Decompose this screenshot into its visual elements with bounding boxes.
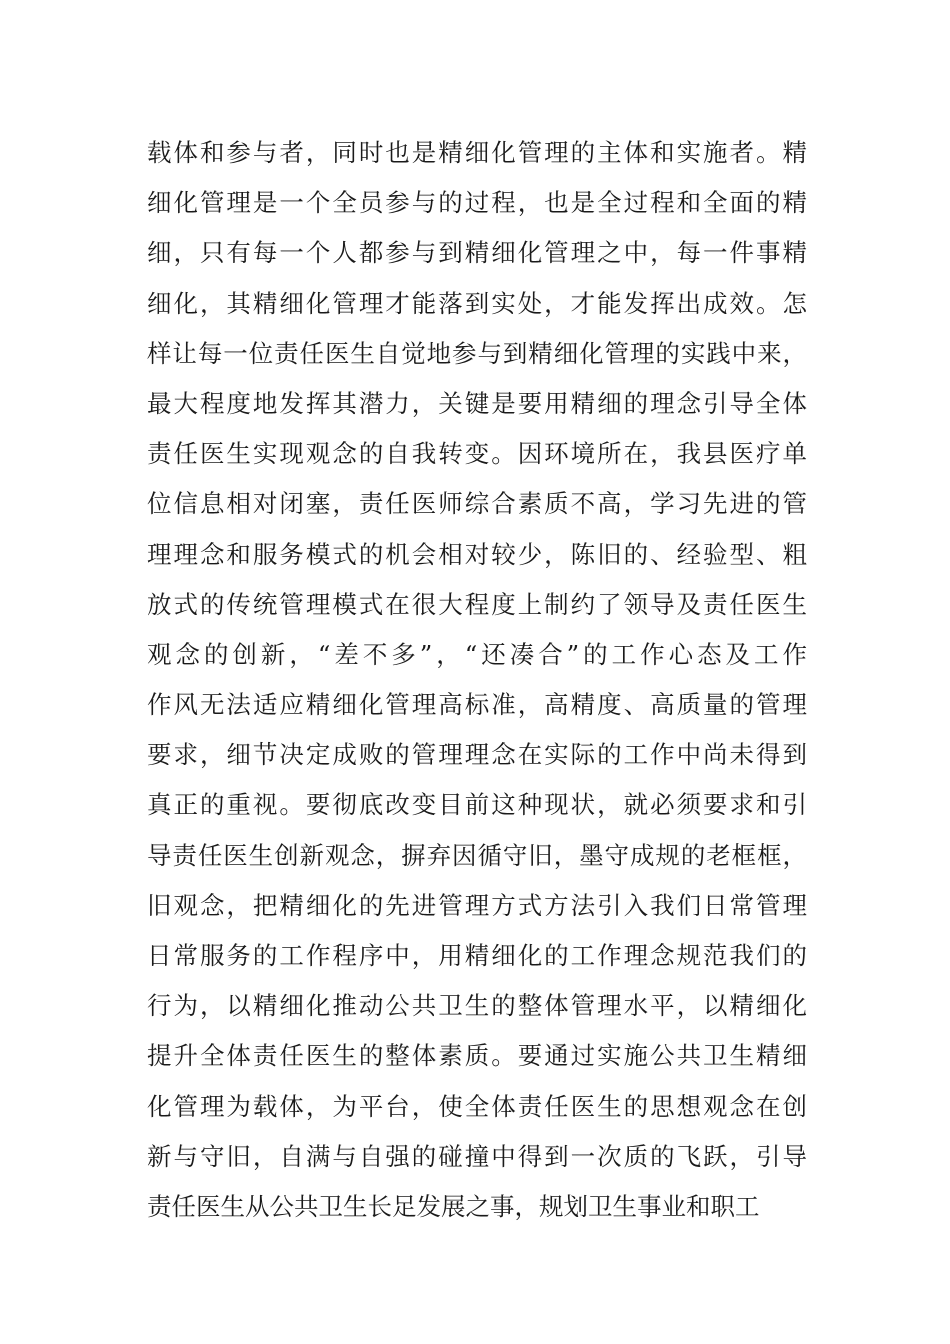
text-line: 作风无法适应精细化管理高标准，高精度、高质量的管理 [147, 690, 807, 720]
text-line: 细，只有每一个人都参与到精细化管理之中，每一件事精 [147, 238, 807, 268]
text-line: 日常服务的工作程序中，用精细化的工作理念规范我们的 [147, 941, 807, 970]
body-paragraph [147, 128, 807, 1232]
text-line: 细化，其精细化管理才能落到实处，才能发挥出成效。怎 [147, 288, 807, 318]
text-line: 责任医生从公共卫生长足发展之事，规划卫生事业和职工 [147, 1191, 760, 1221]
text-line: 最大程度地发挥其潜力，关键是要用精细的理念引导全体 [147, 388, 807, 418]
text-line: 细化管理是一个全员参与的过程，也是全过程和全面的精 [147, 188, 807, 218]
text-line: 导责任医生创新观念，摒弃因循守旧，墨守成规的老框框， [147, 840, 807, 870]
text-line: 位信息相对闭塞，责任医师综合素质不高，学习先进的管 [147, 489, 807, 519]
text-line: 提升全体责任医生的整体素质。要通过实施公共卫生精细 [147, 1041, 807, 1071]
text-line: 理理念和服务模式的机会相对较少，陈旧的、经验型、粗 [147, 539, 807, 569]
text-line: 新与守旧，自满与自强的碰撞中得到一次质的飞跃，引导 [147, 1141, 807, 1171]
text-line: 观念的创新，“差不多”，“还凑合”的工作心态及工作 [147, 639, 807, 669]
text-line: 放式的传统管理模式在很大程度上制约了领导及责任医生 [147, 589, 807, 619]
text-line: 责任医生实现观念的自我转变。因环境所在，我县医疗单 [147, 439, 807, 469]
text-line: 化管理为载体，为平台，使全体责任医生的思想观念在创 [147, 1091, 807, 1121]
text-line: 真正的重视。要彻底改变目前这种现状，就必须要求和引 [147, 790, 807, 820]
text-line: 行为，以精细化推动公共卫生的整体管理水平，以精细化 [147, 991, 807, 1021]
text-line: 载体和参与者，同时也是精细化管理的主体和实施者。精 [147, 138, 807, 167]
text-line: 样让每一位责任医生自觉地参与到精细化管理的实践中来， [147, 338, 807, 368]
text-line: 要求，细节决定成败的管理理念在实际的工作中尚未得到 [147, 740, 807, 770]
text-line: 旧观念，把精细化的先进管理方式方法引入我们日常管理 [147, 890, 807, 920]
